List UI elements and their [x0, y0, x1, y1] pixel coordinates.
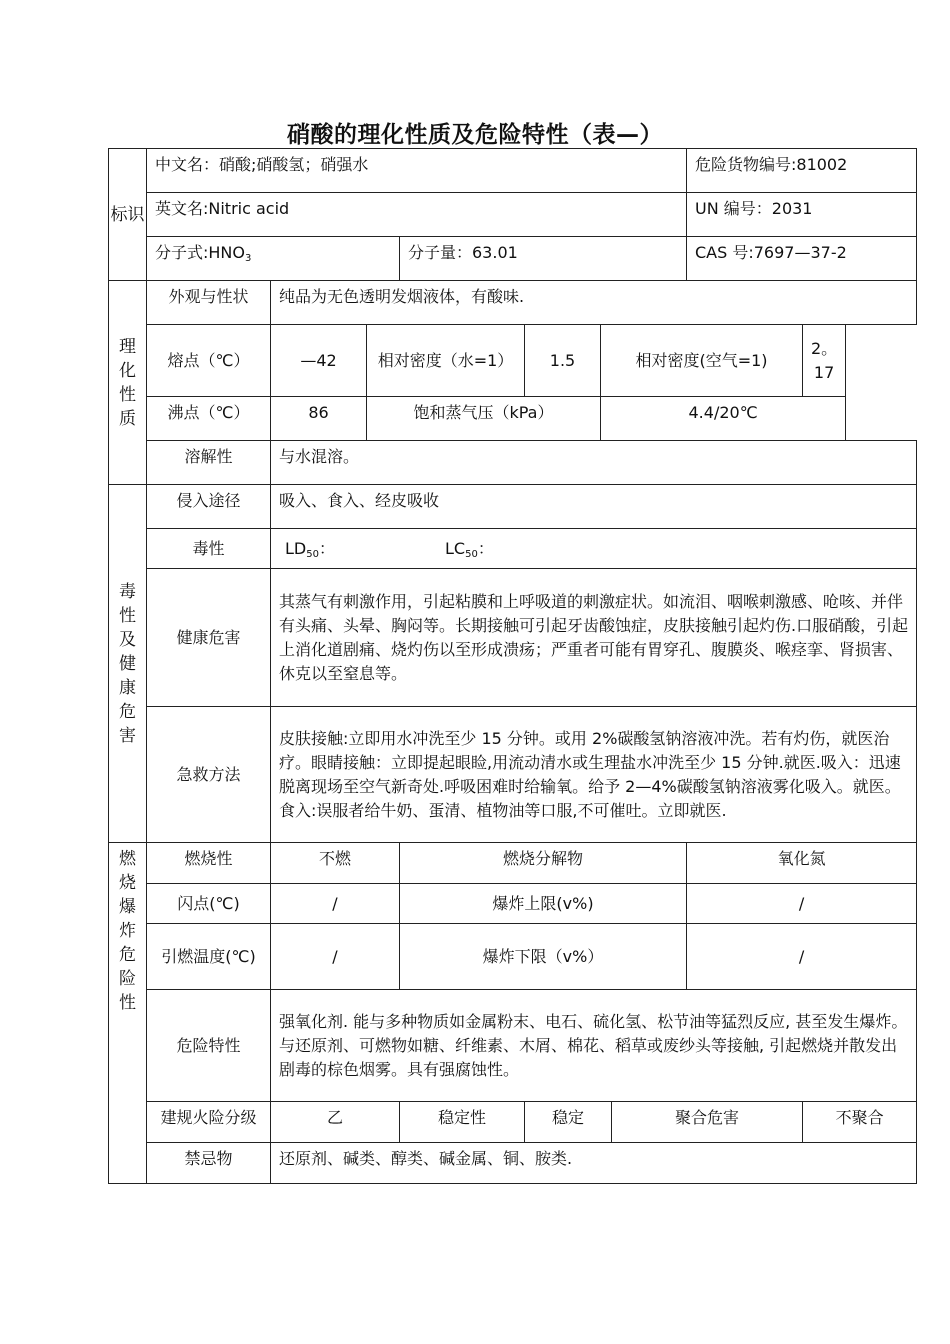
toxicity-value	[271, 529, 917, 569]
health-hazard-label: 健康危害	[147, 569, 271, 707]
dangerous-goods-number: 危险货物编号:81002	[687, 149, 917, 193]
combustion-products-value: 氧化氮	[687, 843, 917, 884]
upper-explosive-limit-value: /	[687, 884, 917, 924]
hazard-characteristics-label: 危险特性	[147, 990, 271, 1102]
stability-label: 稳定性	[400, 1102, 525, 1143]
un-number: UN 编号：2031	[687, 193, 917, 237]
msds-table	[108, 148, 917, 1184]
exposure-route-label: 侵入途径	[147, 485, 271, 529]
flash-point-value: /	[271, 884, 400, 924]
toxicity-label: 毒性	[147, 529, 271, 569]
fire-class-value: 乙	[271, 1102, 400, 1143]
formula-text: 分子式:HNO	[155, 243, 245, 262]
flammability-label: 燃烧性	[147, 843, 271, 884]
melting-point-value: —42	[271, 325, 367, 397]
ld50	[285, 539, 335, 558]
lc50-suffix: ：	[477, 538, 494, 558]
cas-number: CAS 号:7697—37-2	[687, 237, 917, 281]
molecular-formula	[147, 237, 400, 281]
ignition-temperature-label: 引燃温度(℃)	[147, 924, 271, 990]
section-physchem-label: 理化性质	[119, 336, 136, 429]
relative-density-water-label: 相对密度（水=1）	[367, 325, 525, 397]
section-physchem	[109, 281, 147, 485]
polymerization-label: 聚合危害	[612, 1102, 803, 1143]
section-toxicity	[109, 485, 147, 843]
section-toxicity-label: 毒性及健康危害	[119, 581, 136, 746]
section-identity	[109, 149, 147, 281]
ld50-suffix: ：	[318, 538, 335, 558]
document-title: 硝酸的理化性质及危险特性（表—）	[287, 122, 663, 148]
lc50-prefix: LC	[444, 538, 466, 558]
upper-explosive-limit-label: 爆炸上限(v%)	[400, 884, 687, 924]
ignition-temperature-value: /	[271, 924, 400, 990]
appearance-label: 外观与性状	[147, 281, 271, 325]
incompatibles-value: 还原剂、碱类、醇类、碱金属、铜、胺类.	[271, 1143, 917, 1184]
ld50-prefix: LD	[285, 538, 307, 558]
stability-value: 稳定	[525, 1102, 612, 1143]
flammability-value: 不燃	[271, 843, 400, 884]
boiling-point-value: 86	[271, 397, 367, 441]
lower-explosive-limit-value: /	[687, 924, 917, 990]
lc50-subscript: 50	[465, 548, 478, 560]
molecular-weight: 分子量：63.01	[400, 237, 687, 281]
fire-class-label: 建规火险分级	[147, 1102, 271, 1143]
msds-sheet	[108, 148, 917, 1184]
appearance-value: 纯品为无色透明发烟液体，有酸味.	[271, 281, 917, 325]
first-aid-value: 皮肤接触:立即用水冲洗至少 15 分钟。或用 2%碳酸氢钠溶液冲洗。若有灼伤，就医治疗。眼睛接触：立即提起眼睑,用流动清水或生理盐水冲洗至少 15 分钟.就医.吸入：迅速脱离现场至空气新奇处.呼吸困难时给输氧。给予 2—4%碳酸氢钠溶液雾化吸入。就医。食入:误服者给牛奶、蛋清、植物油等口服,不可催吐。立即就医.	[271, 707, 917, 843]
exposure-route-value: 吸入、食入、经皮吸收	[271, 485, 917, 529]
polymerization-value: 不聚合	[803, 1102, 917, 1143]
incompatibles-label: 禁忌物	[147, 1143, 271, 1184]
lower-explosive-limit-label: 爆炸下限（v%）	[400, 924, 687, 990]
relative-density-air-value: 2。17	[803, 325, 846, 397]
hazard-characteristics-value: 强氧化剂. 能与多种物质如金属粉末、电石、硫化氢、松节油等猛烈反应, 甚至发生爆炸。与还原剂、可燃物如糖、纤维素、木屑、棉花、稻草或废纱头等接触, 引起燃烧并散发出剧毒的棕色烟雾。具有强腐蚀性。	[271, 990, 917, 1102]
lc50	[445, 539, 494, 558]
section-fire-label: 燃烧爆炸危险性	[119, 849, 136, 1013]
solubility-value: 与水混溶。	[271, 441, 917, 485]
chinese-name: 中文名：硝酸;硝酸氢；硝强水	[147, 149, 687, 193]
flash-point-label: 闪点(℃)	[147, 884, 271, 924]
health-hazard-value: 其蒸气有刺激作用，引起粘膜和上呼吸道的刺激症状。如流泪、咽喉刺激感、呛咳、并伴有头痛、头晕、胸闷等。长期接触可引起牙齿酸蚀症，皮肤接触引起灼伤.口服硝酸，引起上消化道剧痛、烧灼伤以至形成溃疡；严重者可能有胃穿孔、腹膜炎、喉痉挛、肾损害、休克以至窒息等。	[271, 569, 917, 707]
vapor-pressure-value: 4.4/20℃	[601, 397, 846, 441]
vapor-pressure-label: 饱和蒸气压（kPa）	[367, 397, 601, 441]
relative-density-air-label: 相对密度(空气=1)	[601, 325, 803, 397]
section-fire	[109, 843, 147, 1184]
english-name: 英文名:Nitric acid	[147, 193, 687, 237]
first-aid-label: 急救方法	[147, 707, 271, 843]
ld50-subscript: 50	[306, 548, 319, 560]
combustion-products-label: 燃烧分解物	[400, 843, 687, 884]
boiling-point-label: 沸点（℃）	[147, 397, 271, 441]
relative-density-water-value: 1.5	[525, 325, 601, 397]
melting-point-label: 熔点（℃）	[147, 325, 271, 397]
solubility-label: 溶解性	[147, 441, 271, 485]
section-identity-label: 标识	[110, 204, 145, 225]
formula-subscript: 3	[245, 253, 252, 264]
